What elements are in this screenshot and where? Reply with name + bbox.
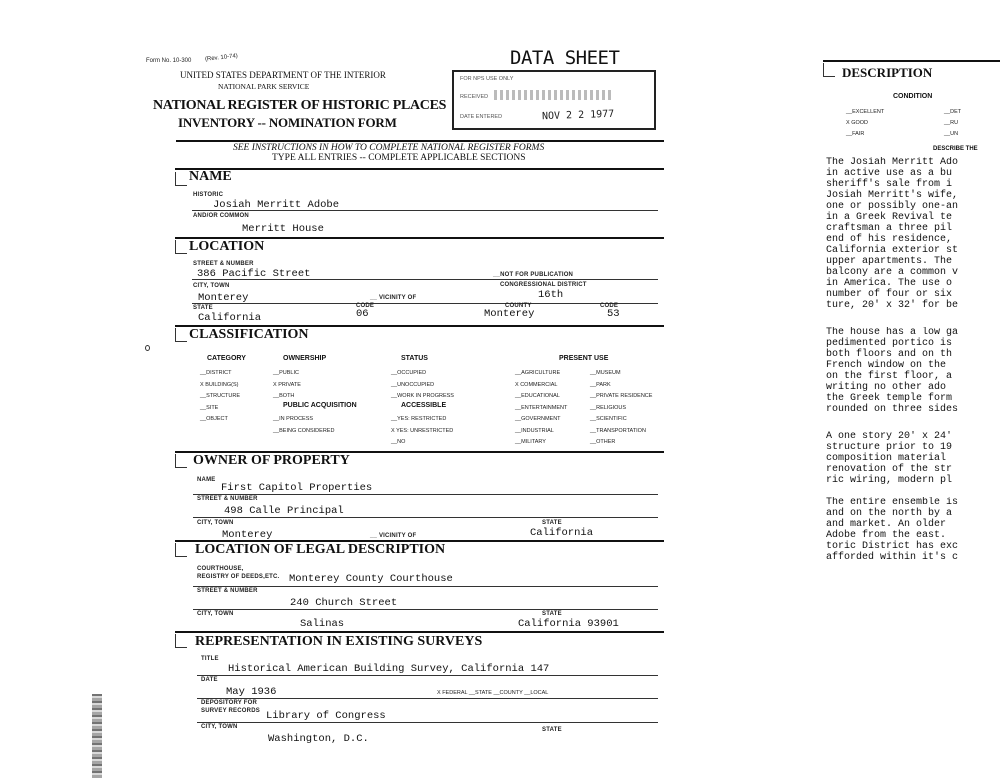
owner-name: First Capitol Properties [221,482,373,494]
stamp-line-1: FOR NPS USE ONLY [460,76,514,82]
stamp-line-3: DATE ENTERED [460,114,503,120]
legal-street-label: STREET & NUMBER [197,588,258,594]
legal-street-rule [193,609,658,610]
survey-state-label: STATE [542,727,562,733]
status-heading: STATUS [401,355,428,362]
survey-title-rule [197,675,658,676]
historic-rule [192,210,658,211]
header-rule [176,140,664,142]
status-unoccupied[interactable]: __UNOCCUPIED [391,381,435,388]
instructions-line-2: TYPE ALL ENTRIES -- COMPLETE APPLICABLE SECTIONS [272,153,526,163]
use-educational[interactable]: __EDUCATIONAL [515,393,560,399]
stamp-line-2: RECEIVED [460,94,489,100]
category-options [200,368,240,426]
use-government[interactable]: __GOVERNMENT [515,416,561,422]
location-county-code: 53 [607,308,620,320]
scan-artifact-dot [145,345,150,351]
use-other[interactable]: __OTHER [590,439,616,445]
depository-label: DEPOSITORY FOR [201,700,258,706]
category-object[interactable]: __OBJECT [200,416,228,422]
description-paragraph-4: The entire ensemble is and on the north by a and market. An older Adobe from the east. toric District has exc afforded within it's c [826,497,959,563]
owner-street: 498 Calle Principal [224,505,344,517]
owner-street-label: STREET & NUMBER [197,496,258,502]
use-private-residence[interactable]: __PRIVATE RESIDENCE [590,393,653,399]
nps-use-stamp [452,70,656,130]
location-county: Monterey [484,308,535,320]
courthouse-rule [193,586,658,587]
category-heading: CATEGORY [207,355,246,362]
condition-options-right [944,107,961,140]
stamp-smudge [494,90,614,100]
use-commercial[interactable]: X COMMERCIAL [515,381,558,388]
condition-options [846,107,884,140]
data-sheet-heading: DATA SHEET [510,47,620,69]
owner-vicinity: __ VICINITY OF [370,533,417,539]
historic-label: HISTORIC [193,192,224,198]
accessible-restricted[interactable]: __YES: RESTRICTED [391,416,447,422]
status-work-in-progress[interactable]: __WORK IN PROGRESS [391,393,454,399]
common-name: Merritt House [242,223,324,235]
use-transportation[interactable]: __TRANSPORTATION [590,427,646,434]
status-occupied[interactable]: __OCCUPIED [391,370,427,376]
use-scientific[interactable]: __SCIENTIFIC [590,416,627,422]
section-box-classification [175,328,187,342]
section-box-legal [175,543,187,557]
location-street-label: STREET & NUMBER [193,261,254,267]
owner-state-label: STATE [542,520,562,526]
category-site[interactable]: __SITE [200,404,219,411]
section-heading-legal: LOCATION OF LEGAL DESCRIPTION [195,542,446,557]
location-county-code-label: CODE [600,303,619,309]
form-title: NATIONAL REGISTER OF HISTORIC PLACES [153,98,447,113]
section-heading-name: NAME [189,169,232,184]
survey-top-rule [175,631,664,633]
condition-fair[interactable]: __FAIR [846,131,865,137]
name-top-rule [175,168,664,170]
instructions-line-1: SEE INSTRUCTIONS IN HOW TO COMPLETE NATIONAL REGISTER FORMS [233,143,545,153]
description-paragraph-3: A one story 20' x 24' structure prior to 19 composition material renovation of the str ric wiring, modern pl [826,431,953,486]
survey-records-label: SURVEY RECORDS [201,708,260,714]
owner-city-label: CITY, TOWN [197,520,234,526]
condition-deteriorated[interactable]: __DET [944,109,962,115]
survey-date: May 1936 [226,686,277,698]
acquisition-heading: PUBLIC ACQUISITION [283,402,357,409]
accessible-no[interactable]: __NO [391,439,406,445]
owner-name-label: NAME [197,477,216,483]
use-industrial[interactable]: __INDUSTRIAL [515,427,554,434]
ownership-heading: OWNERSHIP [283,355,327,362]
ownership-private[interactable]: X PRIVATE [273,381,301,388]
section-heading-location: LOCATION [189,239,265,254]
accessible-unrestricted[interactable]: X YES: UNRESTRICTED [391,427,454,434]
form-subtitle: INVENTORY -- NOMINATION FORM [178,115,397,130]
present-use-heading: PRESENT USE [559,355,609,362]
survey-city-label: CITY, TOWN [201,724,238,730]
category-structure[interactable]: __STRUCTURE [200,393,241,399]
condition-excellent[interactable]: __EXCELLENT [846,109,885,115]
ownership-options [273,368,301,403]
acquisition-in-process[interactable]: __IN PROCESS [273,416,314,422]
owner-name-rule [193,494,658,495]
condition-unexposed[interactable]: __UN [944,131,959,137]
courthouse-label: COURTHOUSE, [197,566,244,572]
stamp-entered-date: NOV 2 2 1977 [541,108,615,123]
owner-state: California [530,527,594,539]
courthouse: Monterey County Courthouse [289,573,453,585]
depository: Library of Congress [266,710,386,722]
section-box-owner [175,454,187,468]
section-box-location [175,240,187,254]
present-use-left [515,368,567,449]
section-heading-description: DESCRIPTION [842,65,933,80]
description-paragraph-2: The house has a low ga pedimented portico is both floors and on th French window on the on the first floor, a writing no other ado the Greek temple form rounded on three sides [826,327,959,415]
section-heading-classification: CLASSIFICATION [189,327,309,342]
accessible-options [391,414,453,449]
common-label: AND/OR COMMON [193,213,249,219]
use-park[interactable]: __PARK [590,381,611,388]
survey-date-rule [197,698,658,699]
survey-title-label: TITLE [201,656,219,662]
use-military[interactable]: __MILITARY [515,439,546,445]
legal-city-label: CITY, TOWN [197,611,234,617]
location-street: 386 Pacific Street [197,268,311,280]
service-name: NATIONAL PARK SERVICE [218,82,310,91]
accessible-heading: ACCESSIBLE [401,402,447,409]
location-state: California [198,312,262,324]
department-name: UNITED STATES DEPARTMENT OF THE INTERIOR [180,70,386,80]
location-street-rule [192,279,658,280]
scan-artifact-edge [92,694,102,778]
survey-levels: X FEDERAL __STATE __COUNTY __LOCAL [437,690,549,696]
use-agriculture[interactable]: __AGRICULTURE [515,370,561,376]
acquisition-options [273,414,334,437]
location-state-code-label: CODE [356,303,375,309]
use-entertainment[interactable]: __ENTERTAINMENT [515,404,568,411]
ownership-public[interactable]: __PUBLIC [273,370,299,376]
location-vicinity: __ VICINITY OF [370,295,417,301]
condition-heading: CONDITION [893,93,933,100]
depository-rule [197,722,658,723]
legal-street: 240 Church Street [290,597,398,609]
status-options [391,368,454,403]
location-city-rule [192,303,658,304]
section-heading-survey: REPRESENTATION IN EXISTING SURVEYS [195,634,483,649]
location-state-label: STATE [193,305,213,311]
survey-title: Historical American Building Survey, California 147 [228,663,550,675]
use-museum[interactable]: __MUSEUM [590,370,621,376]
category-district[interactable]: __DISTRICT [200,370,232,376]
location-city-label: CITY, TOWN [193,283,230,289]
location-city: Monterey [198,292,249,304]
owner-street-rule [193,517,658,518]
ownership-both[interactable]: __BOTH [273,393,295,399]
congressional-district-label: CONGRESSIONAL DISTRICT [500,282,587,288]
registry-label: REGISTRY OF DEEDS,ETC. [197,574,280,580]
condition-ruins[interactable]: __RU [944,120,959,126]
present-use-right [590,368,652,449]
form-revision: (Rev. 10-74) [204,53,239,63]
use-religious[interactable]: __RELIGIOUS [590,404,627,411]
legal-city: Salinas [300,618,345,630]
condition-good[interactable]: X GOOD [846,120,869,126]
form-number: Form No. 10-300 [146,58,192,64]
section-box-description [823,63,835,77]
section-box-name [175,172,187,186]
not-for-publication: __NOT FOR PUBLICATION [493,272,574,278]
description-top-rule [823,60,1000,62]
legal-state: California 93901 [518,618,619,630]
section-box-survey [175,634,187,648]
congressional-district: 16th [538,289,564,301]
location-county-label: COUNTY [505,303,532,309]
category-building[interactable]: X BUILDING(S) [200,381,239,388]
historic-name: Josiah Merritt Adobe [213,199,340,211]
section-heading-owner: OWNER OF PROPERTY [193,453,350,468]
describe-heading: DESCRIBE THE [933,146,978,152]
owner-city: Monterey [222,529,273,541]
location-state-code: 06 [356,308,369,320]
description-paragraph-1: The Josiah Merritt Ado in active use as a bu sheriff's sale from i Josiah Merritt's wife, one or possibly one-an in a Greek Revival te craftsman a three pil end of his residence, California exterior st upper apartments. The balcony are a common v in America. The use o number of four or six ture, 20' x 32' for be [826,157,959,311]
legal-state-label: STATE [542,611,562,617]
acquisition-being-considered[interactable]: __BEING CONSIDERED [273,427,335,434]
survey-date-label: DATE [201,677,218,683]
survey-city: Washington, D.C. [268,733,369,745]
